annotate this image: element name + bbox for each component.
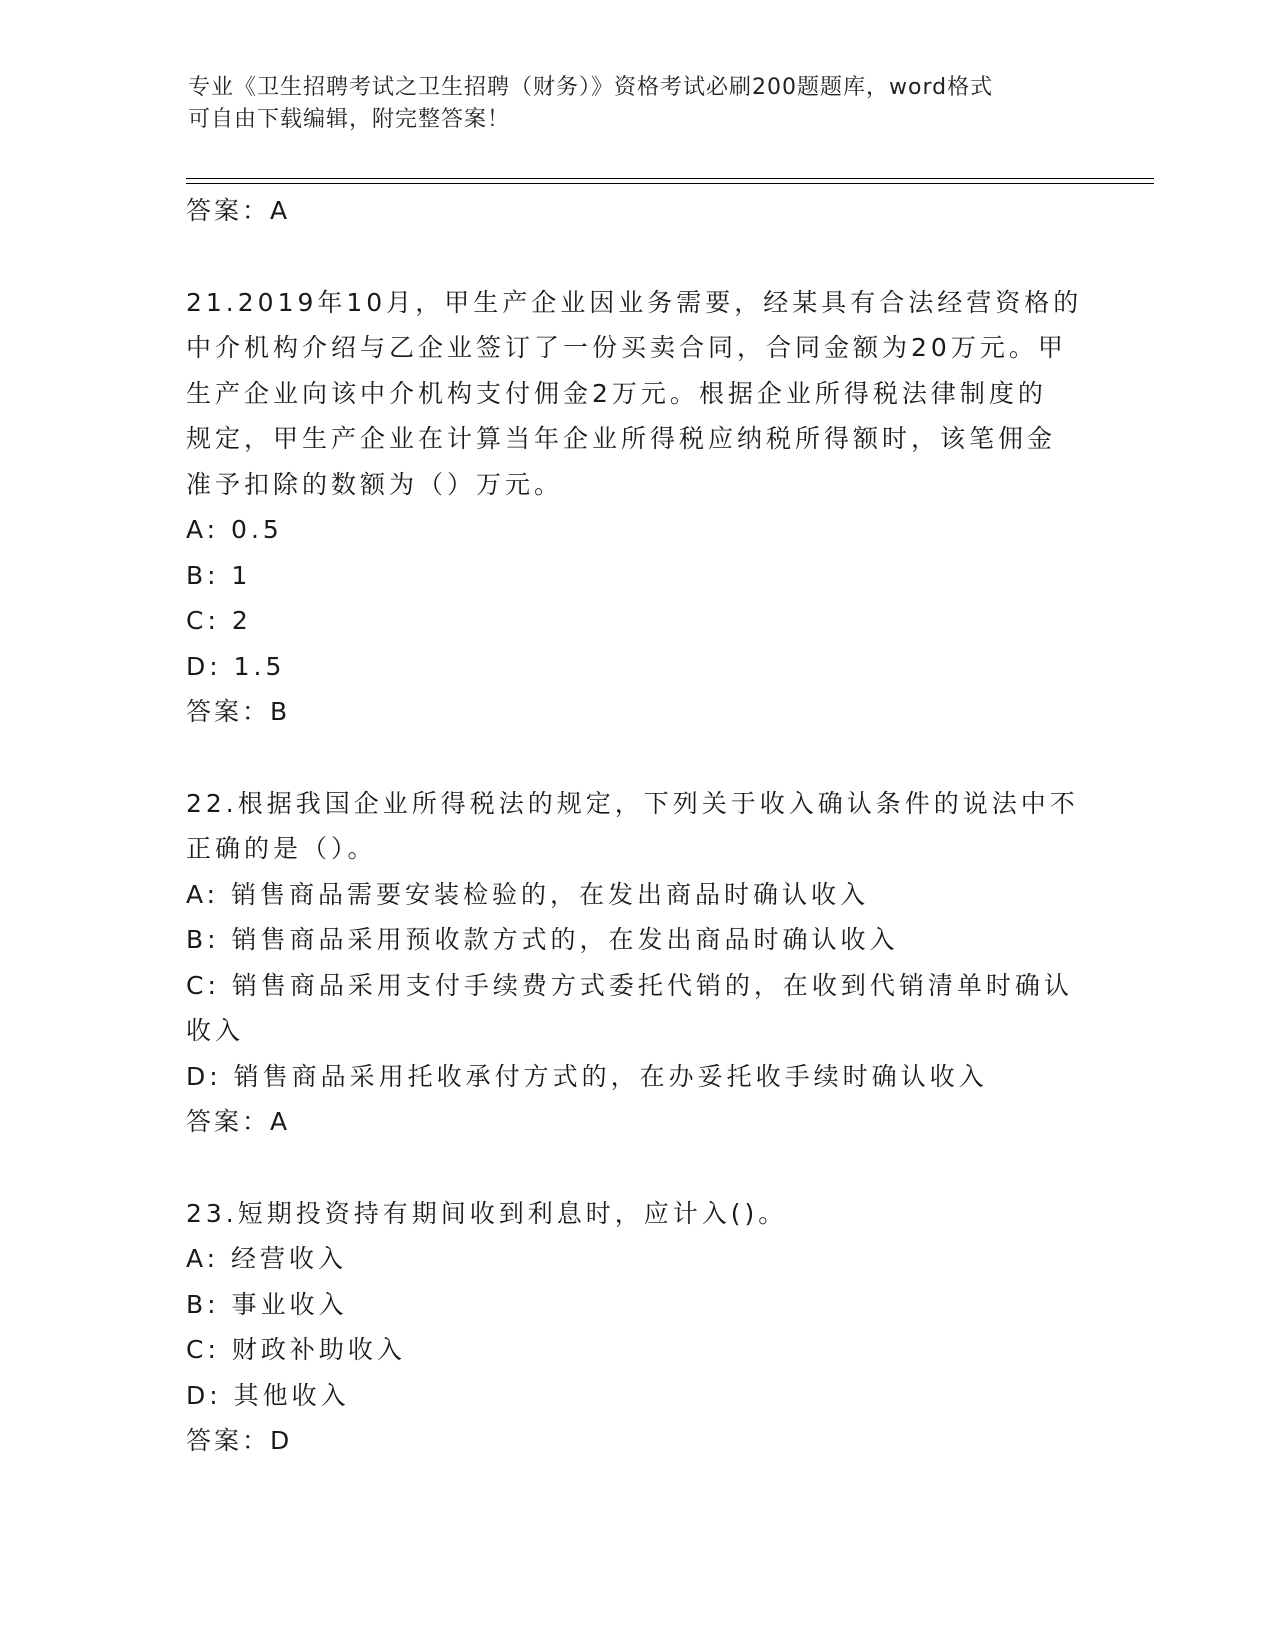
answer-line: 答案：B	[186, 697, 291, 726]
question-stem-line: 准予扣除的数额为（）万元。	[186, 469, 564, 499]
option-b: B: 1	[186, 560, 252, 590]
spacer	[186, 735, 1086, 781]
header-divider-top	[186, 178, 1154, 179]
option-a: A: 0.5	[186, 515, 283, 544]
header-divider-bottom	[186, 183, 1154, 184]
question-stem-line: 生产企业向该中介机构支付佣金2万元。根据企业所得税法律制度的	[186, 378, 1047, 408]
question-stem-line: 22.根据我国企业所得税法的规定，下列关于收入确认条件的说法中不	[186, 788, 1079, 818]
option-c: C: 销售商品采用支付手续费方式委托代销的，在收到代销清单时确认	[186, 970, 1073, 1000]
option-a: A: 销售商品需要安装检验的，在发出商品时确认收入	[186, 879, 870, 909]
question-stem-line: 21.2019年10月，甲生产企业因业务需要，经某具有合法经营资格的	[186, 287, 1083, 317]
option-b: B: 事业收入	[186, 1289, 348, 1319]
option-c-continued: 收入	[186, 1016, 245, 1045]
document-header	[188, 72, 1088, 136]
spacer	[186, 234, 1086, 280]
answer-line: 答案：D	[186, 1426, 293, 1455]
option-c: C: 财政补助收入	[186, 1335, 406, 1364]
option-b: B: 销售商品采用预收款方式的，在发出商品时确认收入	[186, 925, 899, 954]
question-stem-line: 正确的是（）。	[186, 834, 377, 863]
option-d: D: 销售商品采用托收承付方式的，在办妥托收手续时确认收入	[186, 1061, 988, 1091]
question-22	[186, 781, 1086, 1145]
answer-line: 答案：A	[186, 1107, 291, 1136]
question-stem-line: 规定，甲生产企业在计算当年企业所得税应纳税所得额时，该笔佣金	[186, 424, 1057, 453]
option-a: A: 经营收入	[186, 1244, 348, 1273]
question-list	[186, 188, 1086, 1464]
question-stem-line: 23.短期投资持有期间收到利息时，应计入()。	[186, 1198, 788, 1228]
option-c: C: 2	[186, 606, 252, 635]
spacer	[186, 1145, 1086, 1191]
header-title-line-2: 可自由下载编辑，附完整答案！	[188, 107, 511, 132]
question-stem-line: 中介机构介绍与乙企业签订了一份买卖合同，合同金额为20万元。甲	[186, 333, 1067, 362]
question-23	[186, 1191, 1086, 1464]
header-title-line-1: 专业《卫生招聘考试之卫生招聘（财务）》资格考试必刷200题题库，word格式	[188, 75, 994, 100]
option-d: D: 其他收入	[186, 1380, 350, 1410]
option-d: D: 1.5	[186, 651, 286, 681]
question-21	[186, 280, 1086, 735]
answer-line: 答案：A	[186, 196, 291, 225]
